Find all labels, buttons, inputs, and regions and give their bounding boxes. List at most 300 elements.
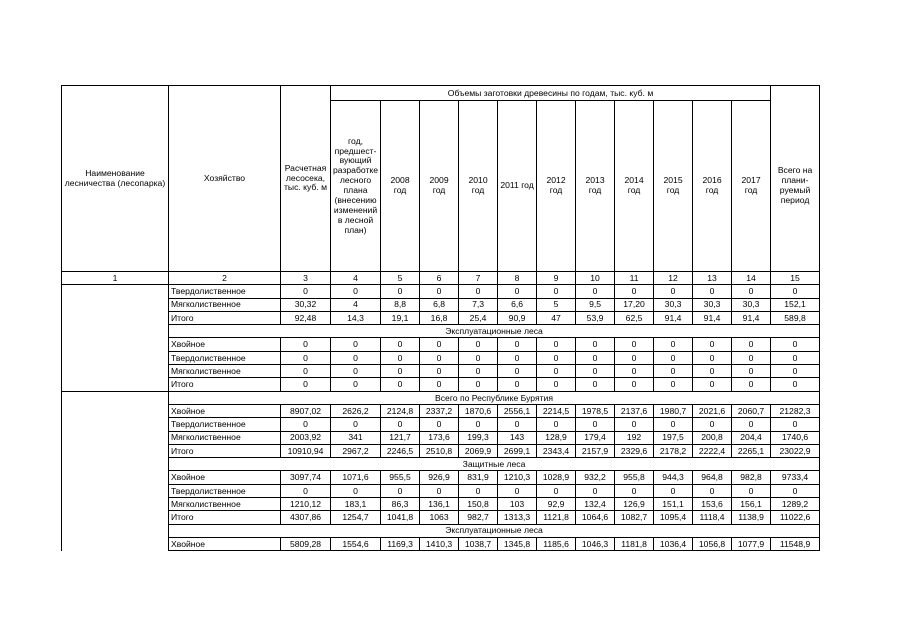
value-cell: 0 — [537, 351, 576, 364]
value-cell: 0 — [615, 338, 654, 351]
forestry-cell — [62, 285, 169, 298]
forestry-cell — [62, 431, 169, 444]
year-header: 2010 год — [459, 101, 498, 272]
value-cell: 143 — [498, 431, 537, 444]
value-cell: 0 — [281, 418, 331, 431]
value-cell: 0 — [732, 378, 771, 391]
section-title: Защитные леса — [169, 458, 820, 471]
table-row — [62, 444, 820, 457]
table-row — [62, 298, 820, 311]
value-cell: 2337,2 — [420, 404, 459, 417]
section-title-row — [62, 524, 820, 537]
value-cell: 0 — [420, 365, 459, 378]
value-cell: 0 — [498, 285, 537, 298]
value-cell: 3097,74 — [281, 471, 331, 484]
value-cell: 2967,2 — [331, 444, 381, 457]
value-cell: 2124,8 — [381, 404, 420, 417]
table-row — [62, 338, 820, 351]
year-header: 2013 год — [576, 101, 615, 272]
table-row — [62, 498, 820, 511]
value-cell: 0 — [381, 484, 420, 497]
value-cell: 0 — [693, 285, 732, 298]
column-number: 9 — [537, 272, 576, 285]
value-cell: 0 — [615, 418, 654, 431]
farm-type-cell: Итого — [169, 311, 281, 324]
value-cell: 1056,8 — [693, 537, 732, 550]
value-cell: 90,9 — [498, 311, 537, 324]
value-cell: 982,8 — [732, 471, 771, 484]
value-cell: 0 — [537, 378, 576, 391]
value-cell: 0 — [693, 365, 732, 378]
value-cell: 1210,12 — [281, 498, 331, 511]
value-cell: 5 — [537, 298, 576, 311]
forestry-header: Наименование лесничества (лесопарка) — [62, 86, 169, 272]
column-number: 10 — [576, 272, 615, 285]
value-cell: 0 — [732, 484, 771, 497]
value-cell: 30,3 — [693, 298, 732, 311]
table-row — [62, 404, 820, 417]
table-row — [62, 484, 820, 497]
value-cell: 136,1 — [420, 498, 459, 511]
forestry-cell — [62, 298, 169, 311]
value-cell: 1036,4 — [654, 537, 693, 550]
value-cell: 21282,3 — [771, 404, 820, 417]
value-cell: 0 — [331, 365, 381, 378]
forestry-cell — [62, 444, 169, 457]
farm-type-cell: Итого — [169, 511, 281, 524]
year-header: 2011 год — [498, 101, 537, 272]
farm-type-cell: Твердолиственное — [169, 484, 281, 497]
value-cell: 0 — [420, 351, 459, 364]
value-cell: 831,9 — [459, 471, 498, 484]
value-cell: 0 — [771, 365, 820, 378]
table-row — [62, 431, 820, 444]
value-cell: 0 — [281, 365, 331, 378]
column-number: 2 — [169, 272, 281, 285]
value-cell: 2556,1 — [498, 404, 537, 417]
value-cell: 0 — [537, 338, 576, 351]
forestry-cell — [62, 471, 169, 484]
value-cell: 62,5 — [615, 311, 654, 324]
value-cell: 92,48 — [281, 311, 331, 324]
forestry-cell — [62, 524, 169, 537]
value-cell: 0 — [693, 418, 732, 431]
value-cell: 2222,4 — [693, 444, 732, 457]
year-header: 2016 год — [693, 101, 732, 272]
value-cell: 0 — [615, 285, 654, 298]
value-cell: 91,4 — [732, 311, 771, 324]
forestry-cell — [62, 418, 169, 431]
value-cell: 0 — [615, 484, 654, 497]
column-number: 3 — [281, 272, 331, 285]
value-cell: 0 — [576, 285, 615, 298]
value-cell: 25,4 — [459, 311, 498, 324]
value-cell: 0 — [654, 351, 693, 364]
value-cell: 0 — [654, 484, 693, 497]
forestry-cell — [62, 325, 169, 338]
value-cell: 183,1 — [331, 498, 381, 511]
value-cell: 1064,6 — [576, 511, 615, 524]
value-cell: 17,20 — [615, 298, 654, 311]
total-header-top — [771, 86, 820, 101]
value-cell: 0 — [331, 378, 381, 391]
value-cell: 10910,94 — [281, 444, 331, 457]
value-cell: 0 — [732, 418, 771, 431]
value-cell: 0 — [459, 378, 498, 391]
value-cell: 2137,6 — [615, 404, 654, 417]
value-cell: 9733,4 — [771, 471, 820, 484]
column-number: 7 — [459, 272, 498, 285]
value-cell: 179,4 — [576, 431, 615, 444]
estimated-cut-header: Расчетная лесосека, тыс. куб. м — [281, 86, 331, 272]
farm-type-cell: Итого — [169, 444, 281, 457]
value-cell: 0 — [459, 285, 498, 298]
value-cell: 2060,7 — [732, 404, 771, 417]
value-cell: 341 — [331, 431, 381, 444]
value-cell: 0 — [498, 378, 537, 391]
value-cell: 0 — [771, 378, 820, 391]
column-number: 1 — [62, 272, 169, 285]
value-cell: 128,9 — [537, 431, 576, 444]
value-cell: 589,8 — [771, 311, 820, 324]
farm-header: Хозяйство — [169, 86, 281, 272]
value-cell: 14,3 — [331, 311, 381, 324]
header-row-1 — [62, 86, 820, 101]
value-cell: 2021,6 — [693, 404, 732, 417]
value-cell: 8,8 — [381, 298, 420, 311]
value-cell: 0 — [654, 365, 693, 378]
value-cell: 0 — [331, 484, 381, 497]
section-title: Всего по Республике Бурятия — [169, 391, 820, 404]
farm-type-cell: Твердолиственное — [169, 285, 281, 298]
value-cell: 150,8 — [459, 498, 498, 511]
value-cell: 1038,7 — [459, 537, 498, 550]
value-cell: 8907,02 — [281, 404, 331, 417]
value-cell: 1554,6 — [331, 537, 381, 550]
value-cell: 92,9 — [537, 498, 576, 511]
value-cell: 30,3 — [654, 298, 693, 311]
section-title-row — [62, 325, 820, 338]
table-row — [62, 365, 820, 378]
value-cell: 0 — [771, 285, 820, 298]
value-cell: 0 — [732, 351, 771, 364]
value-cell: 47 — [537, 311, 576, 324]
value-cell: 1121,8 — [537, 511, 576, 524]
value-cell: 944,3 — [654, 471, 693, 484]
value-cell: 2069,9 — [459, 444, 498, 457]
forestry-cell — [62, 458, 169, 471]
value-cell: 204,4 — [732, 431, 771, 444]
value-cell: 0 — [576, 338, 615, 351]
farm-type-cell: Итого — [169, 378, 281, 391]
value-cell: 964,8 — [693, 471, 732, 484]
value-cell: 151,1 — [654, 498, 693, 511]
farm-type-cell: Твердолиственное — [169, 418, 281, 431]
value-cell: 0 — [654, 285, 693, 298]
year-header: 2012 год — [537, 101, 576, 272]
value-cell: 0 — [615, 365, 654, 378]
forestry-cell — [62, 537, 169, 550]
value-cell: 0 — [576, 484, 615, 497]
value-cell: 1289,2 — [771, 498, 820, 511]
value-cell: 6,6 — [498, 298, 537, 311]
value-cell: 0 — [459, 418, 498, 431]
year-header: 2017 год — [732, 101, 771, 272]
value-cell: 0 — [576, 365, 615, 378]
value-cell: 2626,2 — [331, 404, 381, 417]
volumes-header: Объемы заготовки древесины по годам, тыс. куб. м — [331, 86, 771, 101]
value-cell: 0 — [381, 338, 420, 351]
value-cell: 19,1 — [381, 311, 420, 324]
forestry-cell — [62, 351, 169, 364]
value-cell: 1210,3 — [498, 471, 537, 484]
value-cell: 0 — [459, 484, 498, 497]
column-number: 13 — [693, 272, 732, 285]
value-cell: 121,7 — [381, 431, 420, 444]
value-cell: 1345,8 — [498, 537, 537, 550]
value-cell: 0 — [381, 285, 420, 298]
value-cell: 0 — [732, 285, 771, 298]
value-cell: 0 — [654, 378, 693, 391]
value-cell: 1028,9 — [537, 471, 576, 484]
value-cell: 53,9 — [576, 311, 615, 324]
value-cell: 0 — [331, 338, 381, 351]
value-cell: 2329,6 — [615, 444, 654, 457]
value-cell: 0 — [281, 378, 331, 391]
value-cell: 200,8 — [693, 431, 732, 444]
value-cell: 926,9 — [420, 471, 459, 484]
value-cell: 0 — [459, 351, 498, 364]
value-cell: 0 — [420, 378, 459, 391]
value-cell: 932,2 — [576, 471, 615, 484]
farm-type-cell: Мягколиственное — [169, 298, 281, 311]
value-cell: 0 — [281, 484, 331, 497]
value-cell: 5809,28 — [281, 537, 331, 550]
value-cell: 2265,1 — [732, 444, 771, 457]
value-cell: 0 — [576, 418, 615, 431]
value-cell: 0 — [615, 351, 654, 364]
table-row — [62, 311, 820, 324]
value-cell: 0 — [498, 484, 537, 497]
column-number: 8 — [498, 272, 537, 285]
value-cell: 1082,7 — [615, 511, 654, 524]
value-cell: 0 — [331, 418, 381, 431]
table-row — [62, 418, 820, 431]
value-cell: 11022,6 — [771, 511, 820, 524]
value-cell: 2214,5 — [537, 404, 576, 417]
value-cell: 1077,9 — [732, 537, 771, 550]
farm-type-cell: Хвойное — [169, 338, 281, 351]
value-cell: 0 — [771, 418, 820, 431]
value-cell: 30,3 — [732, 298, 771, 311]
forestry-cell — [62, 365, 169, 378]
value-cell: 0 — [281, 338, 331, 351]
column-number: 14 — [732, 272, 771, 285]
column-number: 6 — [420, 272, 459, 285]
value-cell: 9,5 — [576, 298, 615, 311]
table-row — [62, 351, 820, 364]
value-cell: 4307,86 — [281, 511, 331, 524]
value-cell: 0 — [732, 338, 771, 351]
value-cell: 192 — [615, 431, 654, 444]
value-cell: 30,32 — [281, 298, 331, 311]
table-row — [62, 471, 820, 484]
prev-year-header: год, предшест-вующий разработке лесного плана (внесению изменений в лесной план) — [331, 101, 381, 272]
forestry-cell — [62, 498, 169, 511]
value-cell: 1095,4 — [654, 511, 693, 524]
table-row — [62, 378, 820, 391]
value-cell: 0 — [537, 365, 576, 378]
value-cell: 103 — [498, 498, 537, 511]
value-cell: 0 — [537, 484, 576, 497]
value-cell: 2699,1 — [498, 444, 537, 457]
value-cell: 153,6 — [693, 498, 732, 511]
value-cell: 0 — [381, 365, 420, 378]
value-cell: 2510,8 — [420, 444, 459, 457]
value-cell: 982,7 — [459, 511, 498, 524]
value-cell: 0 — [654, 338, 693, 351]
value-cell: 0 — [771, 351, 820, 364]
value-cell: 1118,4 — [693, 511, 732, 524]
value-cell: 0 — [498, 338, 537, 351]
value-cell: 0 — [654, 418, 693, 431]
year-header: 2008 год — [381, 101, 420, 272]
value-cell: 6,8 — [420, 298, 459, 311]
farm-type-cell: Хвойное — [169, 471, 281, 484]
value-cell: 4 — [331, 298, 381, 311]
value-cell: 173,6 — [420, 431, 459, 444]
forestry-cell — [62, 484, 169, 497]
harvest-volume-table — [61, 85, 820, 551]
value-cell: 11548,9 — [771, 537, 820, 550]
value-cell: 91,4 — [693, 311, 732, 324]
forestry-cell — [62, 404, 169, 417]
value-cell: 955,8 — [615, 471, 654, 484]
value-cell: 91,4 — [654, 311, 693, 324]
value-cell: 0 — [331, 351, 381, 364]
section-title-row — [62, 458, 820, 471]
table-row — [62, 285, 820, 298]
value-cell: 0 — [459, 338, 498, 351]
value-cell: 0 — [420, 484, 459, 497]
value-cell: 0 — [381, 378, 420, 391]
value-cell: 0 — [771, 484, 820, 497]
year-header: 2015 год — [654, 101, 693, 272]
value-cell: 1978,5 — [576, 404, 615, 417]
value-cell: 1185,6 — [537, 537, 576, 550]
value-cell: 0 — [537, 418, 576, 431]
value-cell: 2343,4 — [537, 444, 576, 457]
value-cell: 0 — [381, 418, 420, 431]
forestry-cell — [62, 391, 169, 404]
column-number: 11 — [615, 272, 654, 285]
section-title: Эксплуатационные леса — [169, 325, 820, 338]
value-cell: 1041,8 — [381, 511, 420, 524]
value-cell: 86,3 — [381, 498, 420, 511]
value-cell: 1254,7 — [331, 511, 381, 524]
forestry-cell — [62, 378, 169, 391]
value-cell: 2246,5 — [381, 444, 420, 457]
value-cell: 1046,3 — [576, 537, 615, 550]
value-cell: 7,3 — [459, 298, 498, 311]
table-row — [62, 511, 820, 524]
value-cell: 0 — [732, 365, 771, 378]
value-cell: 955,5 — [381, 471, 420, 484]
value-cell: 16,8 — [420, 311, 459, 324]
value-cell: 0 — [693, 378, 732, 391]
table-row — [62, 537, 820, 550]
farm-type-cell: Хвойное — [169, 404, 281, 417]
value-cell: 0 — [576, 378, 615, 391]
forestry-cell — [62, 311, 169, 324]
value-cell: 1410,3 — [420, 537, 459, 550]
value-cell: 0 — [693, 338, 732, 351]
value-cell: 0 — [693, 351, 732, 364]
value-cell: 152,1 — [771, 298, 820, 311]
value-cell: 1169,3 — [381, 537, 420, 550]
value-cell: 126,9 — [615, 498, 654, 511]
total-header: Всего на плани-руемый период — [771, 101, 820, 272]
value-cell: 0 — [420, 285, 459, 298]
value-cell: 0 — [420, 338, 459, 351]
column-number-row — [62, 272, 820, 285]
value-cell: 199,3 — [459, 431, 498, 444]
forestry-cell — [62, 338, 169, 351]
value-cell: 2157,9 — [576, 444, 615, 457]
value-cell: 0 — [281, 351, 331, 364]
value-cell: 0 — [331, 285, 381, 298]
value-cell: 1740,6 — [771, 431, 820, 444]
value-cell: 1063 — [420, 511, 459, 524]
column-number: 15 — [771, 272, 820, 285]
value-cell: 0 — [537, 285, 576, 298]
value-cell: 1071,6 — [331, 471, 381, 484]
year-header: 2014 год — [615, 101, 654, 272]
value-cell: 0 — [381, 351, 420, 364]
value-cell: 2178,2 — [654, 444, 693, 457]
value-cell: 0 — [615, 378, 654, 391]
value-cell: 0 — [576, 351, 615, 364]
farm-type-cell: Твердолиственное — [169, 351, 281, 364]
value-cell: 1138,9 — [732, 511, 771, 524]
value-cell: 1980,7 — [654, 404, 693, 417]
value-cell: 156,1 — [732, 498, 771, 511]
value-cell: 0 — [281, 285, 331, 298]
value-cell: 1181,8 — [615, 537, 654, 550]
value-cell: 2003,92 — [281, 431, 331, 444]
section-title-row — [62, 391, 820, 404]
column-number: 12 — [654, 272, 693, 285]
farm-type-cell: Хвойное — [169, 537, 281, 550]
section-title: Эксплуатационные леса — [169, 524, 820, 537]
value-cell: 23022,9 — [771, 444, 820, 457]
value-cell: 0 — [420, 418, 459, 431]
value-cell: 0 — [693, 484, 732, 497]
value-cell: 0 — [498, 418, 537, 431]
farm-type-cell: Мягколиственное — [169, 365, 281, 378]
value-cell: 0 — [498, 351, 537, 364]
year-header: 2009 год — [420, 101, 459, 272]
value-cell: 0 — [771, 338, 820, 351]
value-cell: 1870,6 — [459, 404, 498, 417]
value-cell: 0 — [498, 365, 537, 378]
value-cell: 197,5 — [654, 431, 693, 444]
forestry-cell — [62, 511, 169, 524]
farm-type-cell: Мягколиственное — [169, 431, 281, 444]
column-number: 5 — [381, 272, 420, 285]
column-number: 4 — [331, 272, 381, 285]
value-cell: 1313,3 — [498, 511, 537, 524]
